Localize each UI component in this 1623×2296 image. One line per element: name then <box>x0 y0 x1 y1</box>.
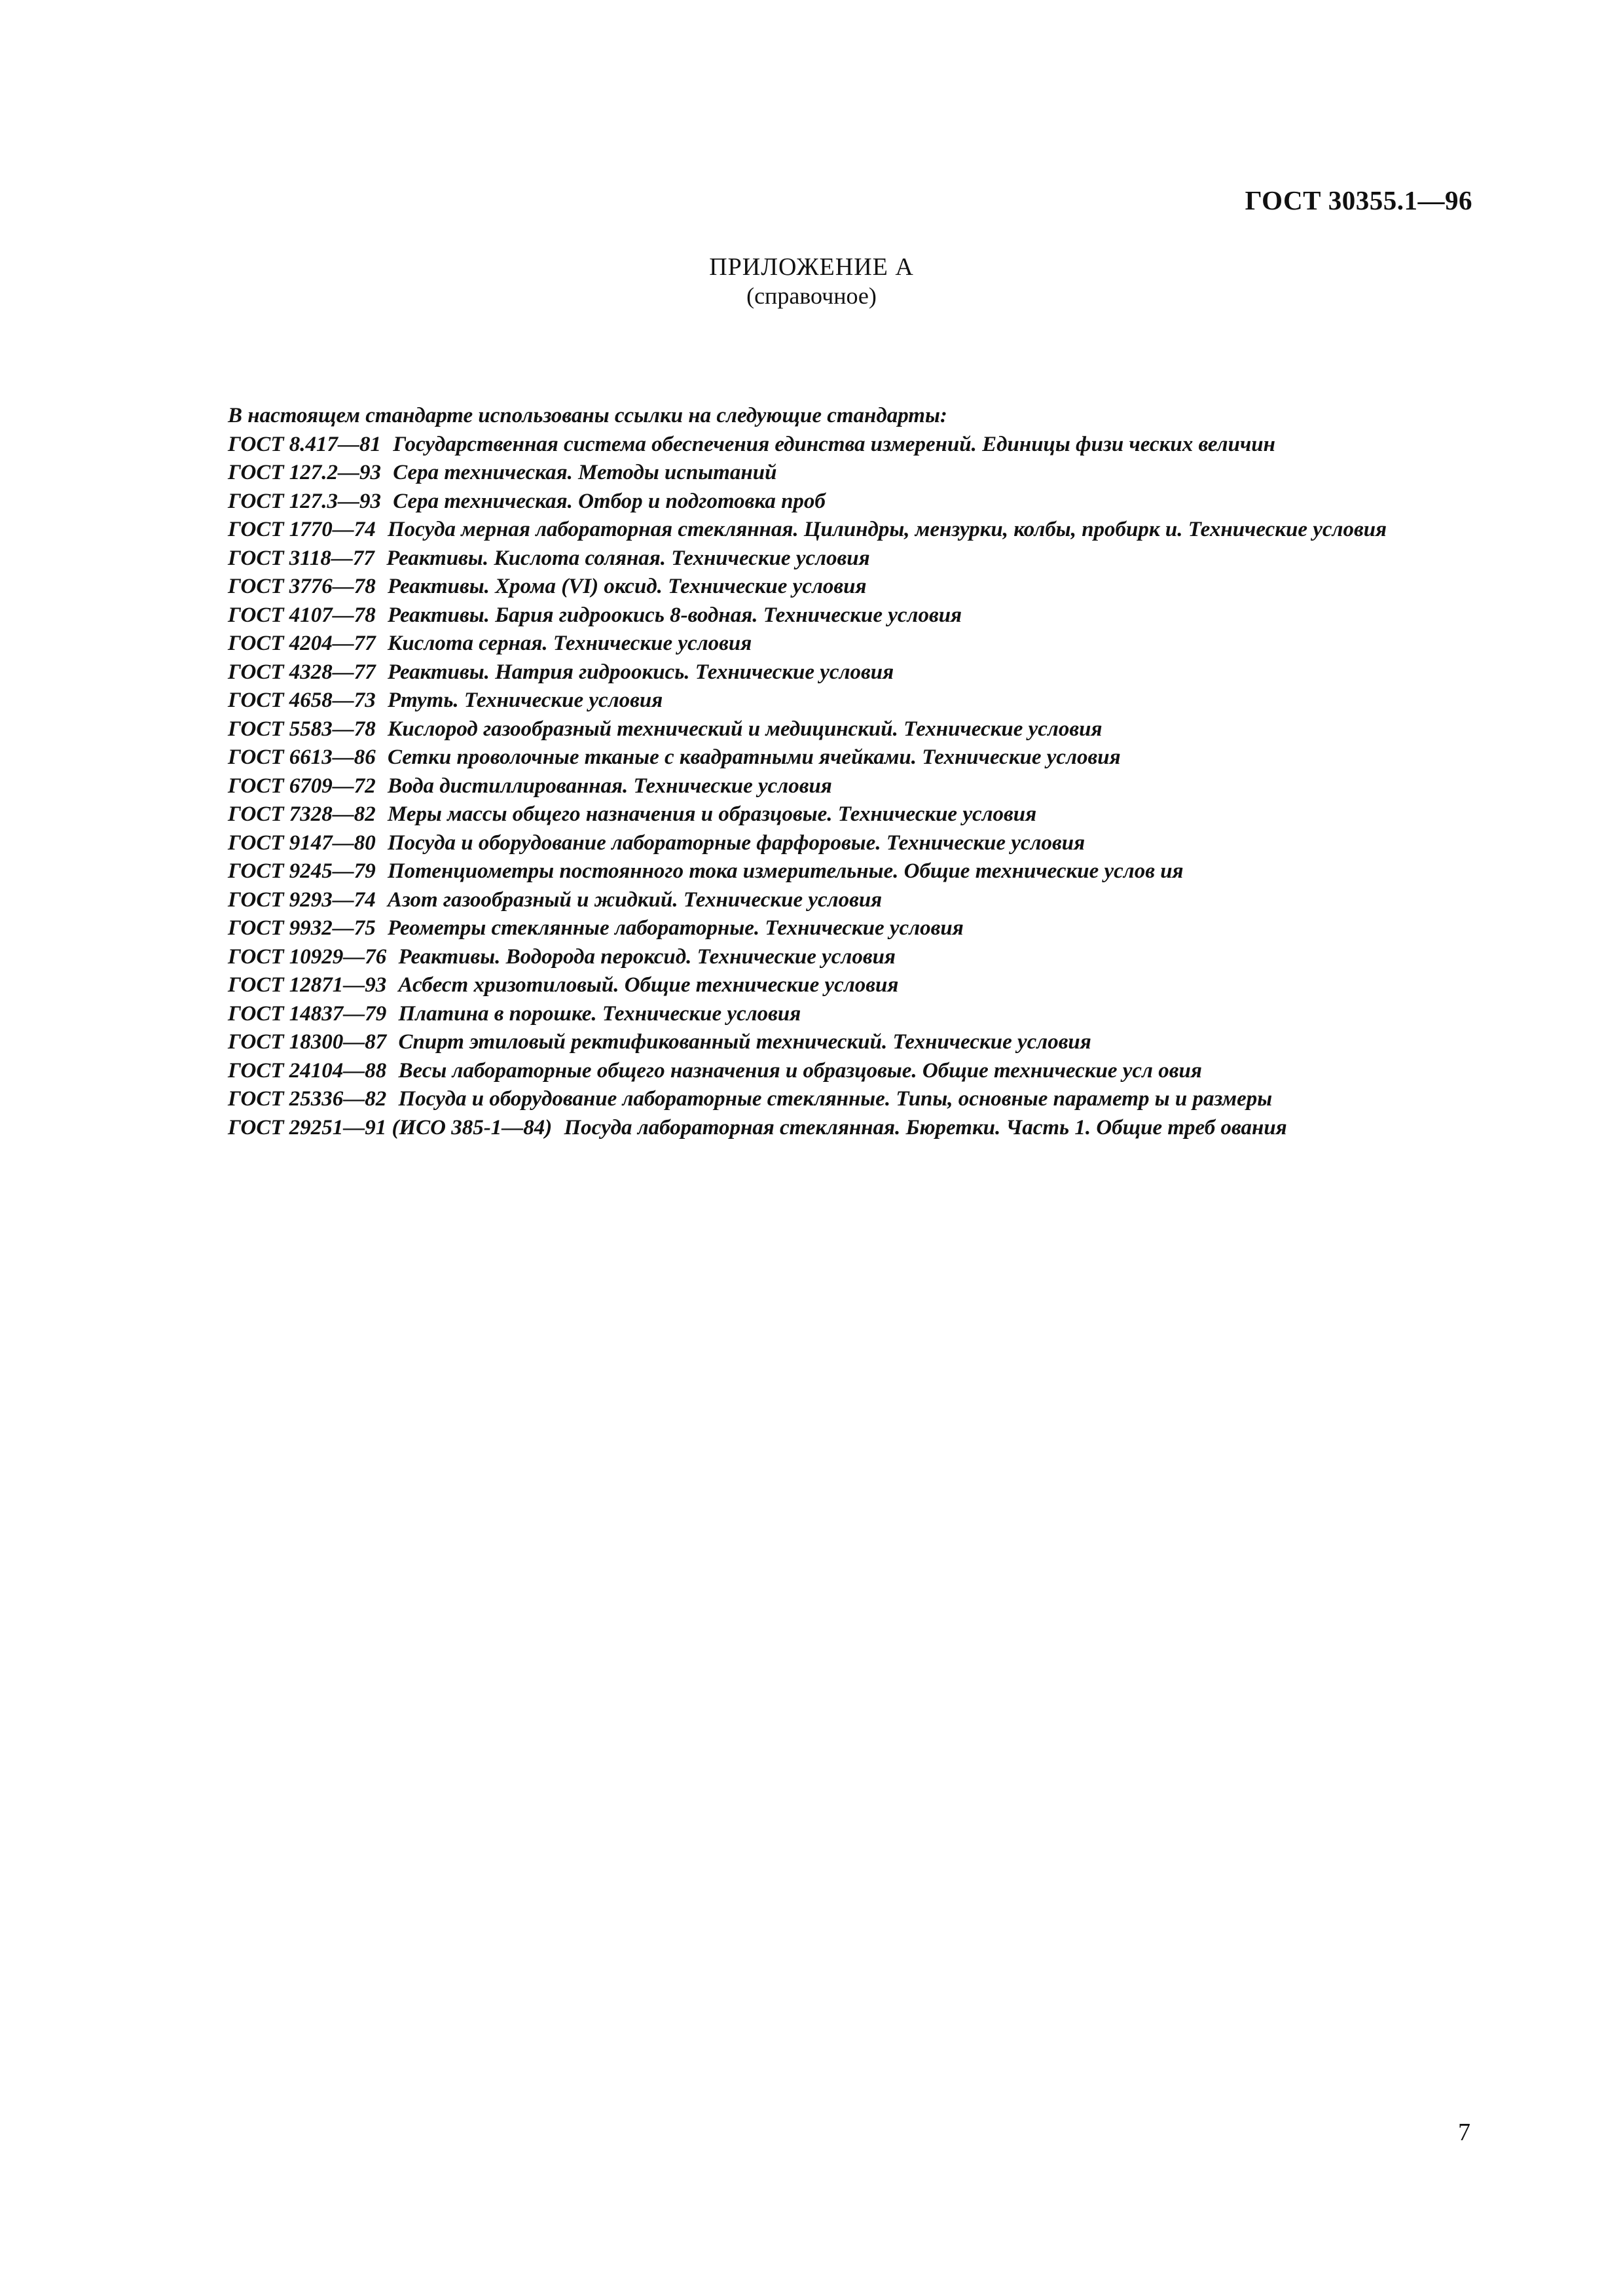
reference-code: ГОСТ 4204—77 <box>228 632 376 655</box>
reference-code: ГОСТ 6613—86 <box>228 745 376 769</box>
reference-code: ГОСТ 5583—78 <box>228 717 376 741</box>
reference-code: ГОСТ 4658—73 <box>228 689 376 712</box>
reference-item <box>157 545 1473 573</box>
reference-code: ГОСТ 9245—79 <box>228 859 376 883</box>
reference-item <box>157 1057 1473 1086</box>
reference-code: ГОСТ 3776—78 <box>228 575 376 598</box>
reference-item <box>157 488 1473 516</box>
reference-code: ГОСТ 8.417—81 <box>228 432 381 456</box>
reference-title: Кислород газообразный технический и медицинский. Технические условия <box>388 717 1103 741</box>
reference-code: ГОСТ 9293—74 <box>228 888 376 912</box>
reference-item <box>157 914 1473 943</box>
reference-title: Государственная система обеспечения единства измерений. Единицы физи ческих величин <box>393 432 1275 456</box>
reference-item <box>157 971 1473 1000</box>
reference-title: Весы лабораторные общего назначения и образцовые. Общие технические усл овия <box>398 1058 1202 1083</box>
reference-item <box>157 800 1473 829</box>
reference-code: ГОСТ 4107—78 <box>228 603 376 627</box>
reference-item <box>157 459 1473 488</box>
references-list <box>157 402 1473 1142</box>
reference-title: Реактивы. Натрия гидроокись. Технические условия <box>388 660 894 684</box>
reference-code: ГОСТ 7328—82 <box>228 802 376 826</box>
document-code-header: ГОСТ 30355.1—96 <box>1245 185 1472 215</box>
reference-item <box>157 630 1473 658</box>
reference-code: ГОСТ 10929—76 <box>228 944 387 969</box>
reference-item <box>157 658 1473 687</box>
reference-item <box>157 1028 1473 1057</box>
reference-item <box>157 829 1473 858</box>
reference-title: Посуда лабораторная стеклянная. Бюретки. Часть 1. Общие треб ования <box>564 1115 1287 1139</box>
reference-item <box>157 1114 1473 1143</box>
reference-title: Ртуть. Технические условия <box>388 689 663 712</box>
reference-code: ГОСТ 18300—87 <box>228 1030 387 1054</box>
reference-code: ГОСТ 9147—80 <box>228 831 376 855</box>
reference-code: ГОСТ 29251—91 (ИСО 385-1—84) <box>228 1115 553 1139</box>
reference-code: ГОСТ 12871—93 <box>228 973 387 997</box>
reference-title: Потенциометры постоянного тока измерительные. Общие технические услов ия <box>388 859 1184 883</box>
reference-title: Сера техническая. Отбор и подготовка проб <box>393 489 826 513</box>
reference-code: ГОСТ 127.2—93 <box>228 461 381 484</box>
reference-item <box>157 1085 1473 1114</box>
reference-item <box>157 687 1473 715</box>
reference-item <box>157 431 1473 459</box>
reference-code: ГОСТ 6709—72 <box>228 774 376 798</box>
reference-code: ГОСТ 127.3—93 <box>228 489 381 513</box>
reference-item <box>157 573 1473 601</box>
reference-item <box>157 943 1473 972</box>
reference-title: Вода дистиллированная. Технические условия <box>388 774 832 798</box>
reference-item <box>157 1000 1473 1029</box>
reference-code: ГОСТ 1770—74 <box>228 518 376 541</box>
reference-code: ГОСТ 25336—82 <box>228 1087 387 1111</box>
page-number: 7 <box>1458 2119 1470 2146</box>
reference-title: Спирт этиловый ректификованный технический. Технические условия <box>398 1030 1091 1054</box>
reference-title: Посуда и оборудование лабораторные фарфоровые. Технические условия <box>388 831 1085 855</box>
reference-title: Посуда и оборудование лабораторные стеклянные. Типы, основные параметр ы и размеры <box>398 1087 1273 1111</box>
reference-title: Реометры стеклянные лабораторные. Технические условия <box>388 916 964 940</box>
reference-code: ГОСТ 3118—77 <box>228 546 374 570</box>
reference-title: Реактивы. Кислота соляная. Технические условия <box>386 546 870 570</box>
references-intro: В настоящем стандарте использованы ссылки на следующие стандарты: <box>228 404 947 427</box>
reference-title: Асбест хризотиловый. Общие технические условия <box>398 973 899 997</box>
reference-title: Реактивы. Хрома (VI) оксид. Технические условия <box>388 575 867 598</box>
appendix-title: ПРИЛОЖЕНИЕ А <box>709 253 914 281</box>
reference-title: Посуда мерная лабораторная стеклянная. Цилиндры, мензурки, колбы, пробирк и. Технические условия <box>388 518 1387 541</box>
reference-title: Сетки проволочные тканые с квадратными ячейками. Технические условия <box>388 745 1121 769</box>
reference-item <box>157 744 1473 772</box>
reference-code: ГОСТ 24104—88 <box>228 1058 387 1083</box>
reference-item <box>157 857 1473 886</box>
reference-title: Азот газообразный и жидкий. Технические условия <box>388 888 883 912</box>
appendix-subtitle: (справочное) <box>746 283 877 309</box>
appendix-heading <box>0 253 1623 310</box>
reference-item <box>157 886 1473 915</box>
reference-title: Сера техническая. Методы испытаний <box>393 461 777 484</box>
reference-code: ГОСТ 4328—77 <box>228 660 376 684</box>
reference-code: ГОСТ 14837—79 <box>228 1001 387 1026</box>
reference-item <box>157 715 1473 744</box>
reference-code: ГОСТ 9932—75 <box>228 916 376 940</box>
reference-item <box>157 772 1473 801</box>
reference-item <box>157 516 1473 545</box>
reference-title: Кислота серная. Технические условия <box>388 632 752 655</box>
reference-title: Реактивы. Бария гидроокись 8-водная. Технические условия <box>388 603 962 627</box>
reference-title: Реактивы. Водорода пероксид. Технические условия <box>398 944 896 969</box>
reference-title: Меры массы общего назначения и образцовые. Технические условия <box>388 802 1037 826</box>
reference-title: Платина в порошке. Технические условия <box>398 1001 801 1026</box>
reference-item <box>157 601 1473 630</box>
